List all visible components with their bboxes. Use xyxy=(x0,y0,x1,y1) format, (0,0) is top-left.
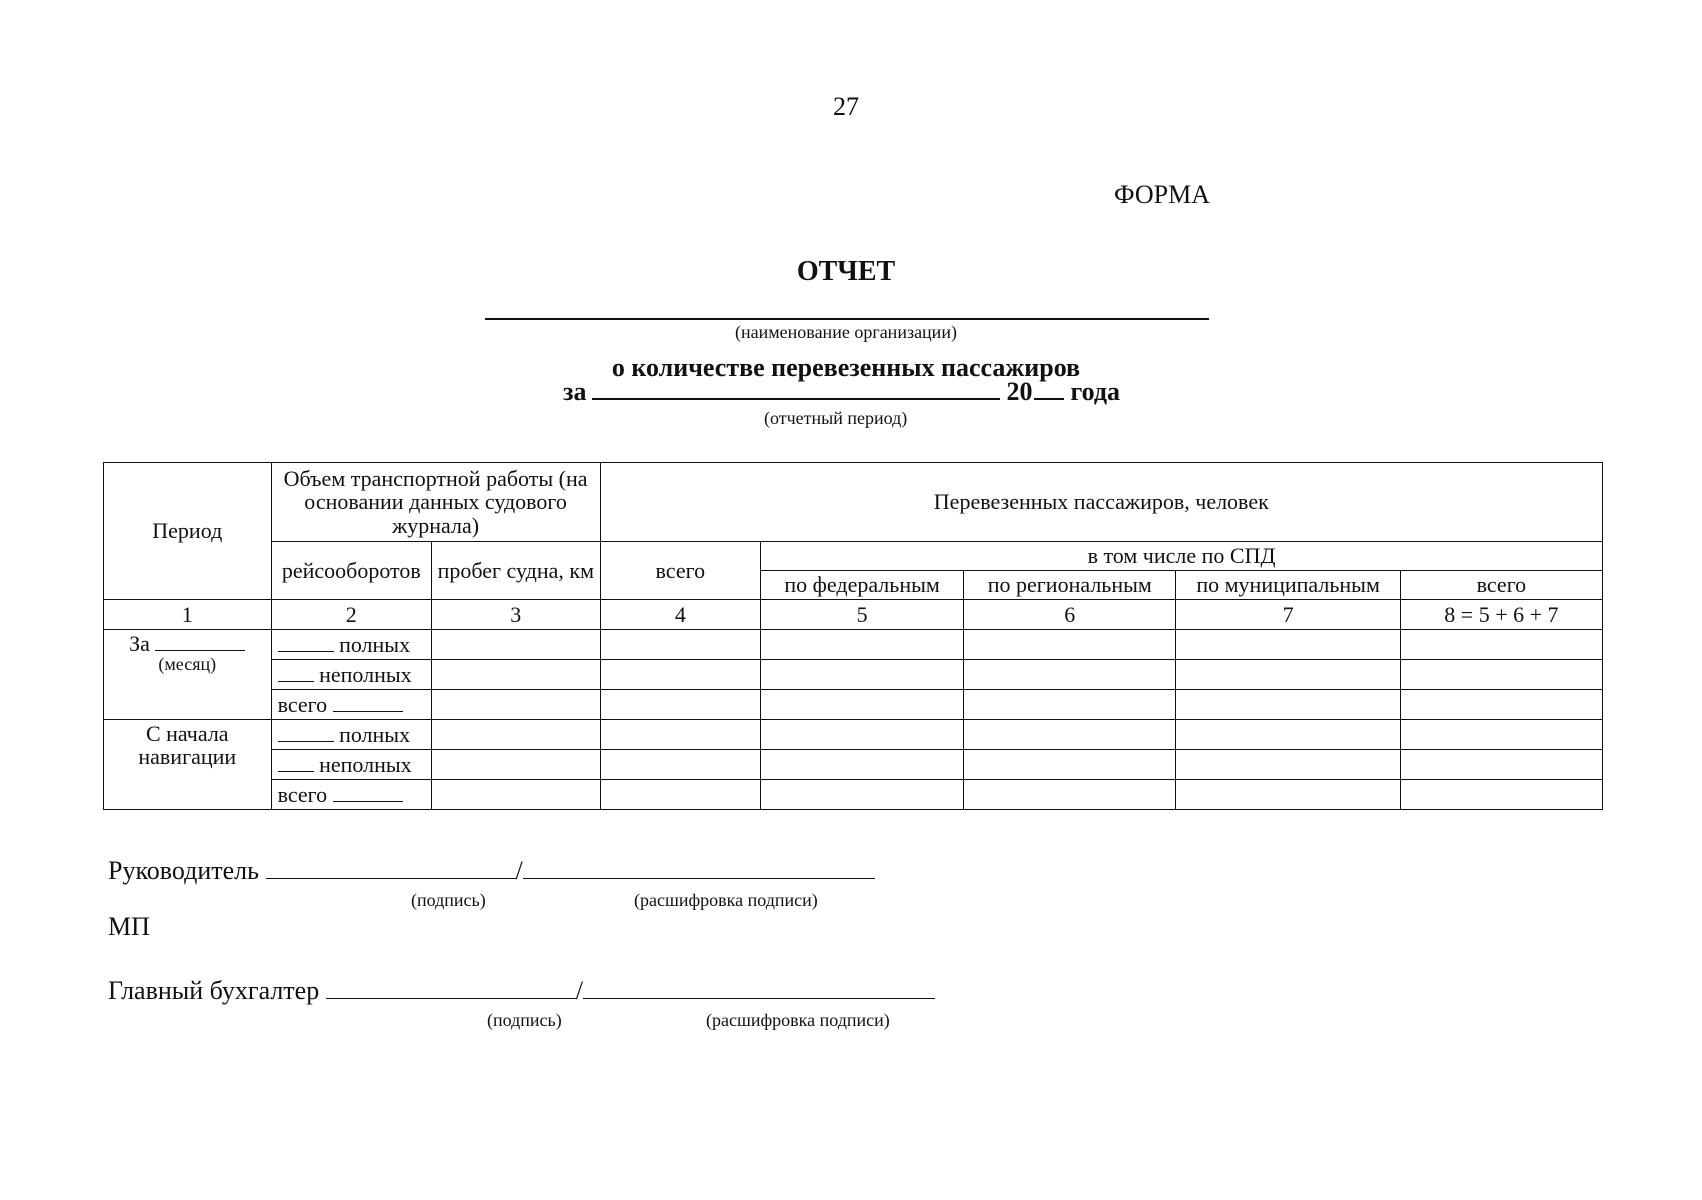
table-row xyxy=(104,690,1603,720)
table-row xyxy=(104,780,1603,810)
row-label-partial: неполных xyxy=(271,660,431,690)
column-number: 5 xyxy=(761,600,964,630)
column-number: 7 xyxy=(1176,600,1400,630)
column-number: 6 xyxy=(964,600,1176,630)
column-number: 2 xyxy=(271,600,431,630)
organization-name-line xyxy=(485,318,1209,320)
header-passengers: Перевезенных пассажиров, человек xyxy=(600,463,1602,542)
column-number: 8 = 5 + 6 + 7 xyxy=(1400,600,1602,630)
group-month-cell xyxy=(104,630,272,720)
month-blank xyxy=(155,634,245,651)
month-caption: (месяц) xyxy=(158,654,217,675)
accountant-decode-caption: (расшифровка подписи) xyxy=(706,1010,890,1030)
year-prefix: 20 xyxy=(1006,377,1033,406)
header-municipal: по муниципальным xyxy=(1176,571,1400,600)
organization-caption: (наименование организации) xyxy=(735,322,957,342)
year-suffix: года xyxy=(1070,377,1121,406)
head-signature-line: Руководитель / xyxy=(108,856,875,886)
row-label-full: полных xyxy=(271,630,431,660)
year-blank xyxy=(1034,376,1064,400)
table-row xyxy=(104,630,1603,660)
reporting-period-row xyxy=(563,376,1120,407)
period-prefix: за xyxy=(563,377,587,406)
header-spd-total: всего xyxy=(1400,571,1602,600)
head-signature-blank xyxy=(266,856,516,879)
period-caption: (отчетный период) xyxy=(764,408,908,428)
header-spd: в том числе по СПД xyxy=(761,542,1603,571)
head-decode-blank xyxy=(523,856,875,879)
row-label-total: всего xyxy=(271,690,431,720)
stamp-label: МП xyxy=(108,912,150,941)
header-period: Период xyxy=(104,463,272,600)
month-label: За xyxy=(129,631,150,656)
row-label-partial: неполных xyxy=(271,750,431,780)
accountant-decode-blank xyxy=(583,976,935,999)
header-trips: рейсооборотов xyxy=(271,542,431,600)
head-label: Руководитель xyxy=(108,856,259,885)
column-number: 3 xyxy=(432,600,601,630)
table-row xyxy=(104,660,1603,690)
form-label: ФОРМА xyxy=(1114,180,1210,209)
column-number: 1 xyxy=(104,600,272,630)
accountant-signature-blank xyxy=(326,976,576,999)
header-mileage: пробег судна, км xyxy=(432,542,601,600)
row-label-full: полных xyxy=(271,720,431,750)
accountant-label: Главный бухгалтер xyxy=(108,976,320,1005)
table-row xyxy=(104,750,1603,780)
period-blank xyxy=(592,376,1000,400)
header-total: всего xyxy=(600,542,760,600)
report-title: ОТЧЕТ xyxy=(796,256,896,287)
header-federal: по федеральным xyxy=(761,571,964,600)
table-row xyxy=(104,720,1603,750)
header-transport-volume: Объем транспортной работы (на основании данных судового журнала) xyxy=(271,463,600,542)
group-navigation-cell: С начала навигации xyxy=(104,720,272,810)
report-subtitle: о количестве перевезенных пассажиров xyxy=(611,353,1081,382)
accountant-signature-caption: (подпись) xyxy=(487,1010,562,1030)
header-regional: по региональным xyxy=(964,571,1176,600)
head-decode-caption: (расшифровка подписи) xyxy=(634,890,818,910)
row-label-total: всего xyxy=(271,780,431,810)
accountant-signature-line: Главный бухгалтер / xyxy=(108,976,935,1006)
passenger-report-table xyxy=(103,462,1603,810)
head-signature-caption: (подпись) xyxy=(411,890,486,910)
page-number: 27 xyxy=(833,92,859,121)
column-number: 4 xyxy=(600,600,760,630)
